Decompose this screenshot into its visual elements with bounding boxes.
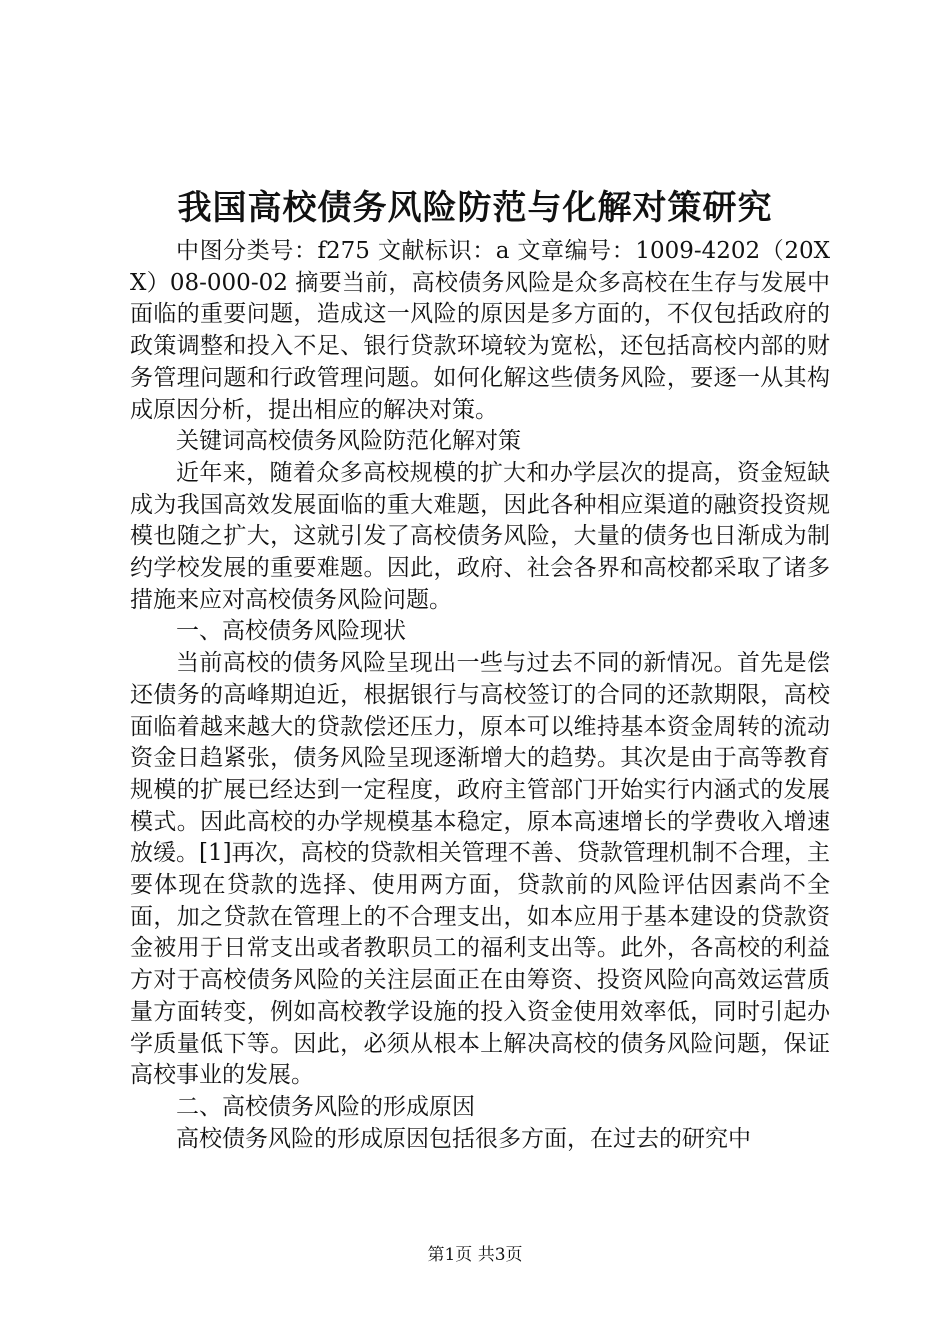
- document-body: [130, 236, 830, 1155]
- abstract-paragraph: 中图分类号：f275 文献标识：a 文章编号：1009-4202（20XX）08-000-02 摘要当前，高校债务风险是众多高校在生存与发展中面临的重要问题，造成这一风险的原因是多方面的，不仅包括政府的政策调整和投入不足、银行贷款环境较为宽松，还包括高校内部的财务管理问题和行政管理问题。如何化解这些债务风险，要逐一从其构成原因分析，提出相应的解决对策。: [130, 238, 830, 423]
- section-2-paragraph: 高校债务风险的形成原因包括很多方面，在过去的研究中: [176, 1125, 751, 1152]
- page-number-footer: 第1页 共3页: [427, 1245, 523, 1265]
- section-heading-1: 一、高校债务风险现状: [176, 618, 406, 645]
- intro-paragraph: 近年来，随着众多高校规模的扩大和办学层次的提高，资金短缺成为我国高效发展面临的重大难题，因此各种相应渠道的融资投资规模也随之扩大，这就引发了高校债务风险，大量的债务也日渐成为制约学校发展的重要难题。因此，政府、社会各界和高校都采取了诸多措施来应对高校债务风险问题。: [130, 459, 830, 613]
- section-1-paragraph: 当前高校的债务风险呈现出一些与过去不同的新情况。首先是偿还债务的高峰期迫近，根据银行与高校签订的合同的还款期限，高校面临着越来越大的贷款偿还压力，原本可以维持基本资金周转的流动资金日趋紧张，债务风险呈现逐渐增大的趋势。其次是由于高等教育规模的扩展已经达到一定程度，政府主管部门开始实行内涵式的发展模式。因此高校的办学规模基本稳定，原本高速增长的学费收入增速放缓。[1]再次，高校的贷款相关管理不善、贷款管理机制不合理，主要体现在贷款的选择、使用两方面，贷款前的风险评估因素尚不全面，加之贷款在管理上的不合理支出，如本应用于基本建设的贷款资金被用于日常支出或者教职员工的福利支出等。此外，各高校的利益方对于高校债务风险的关注层面正在由筹资、投资风险向高效运营质量方面转变，例如高校教学设施的投入资金使用效率低，同时引起办学质量低下等。因此，必须从根本上解决高校的债务风险问题，保证高校事业的发展。: [130, 650, 830, 1089]
- keywords-paragraph: 关键词高校债务风险防范化解对策: [176, 428, 521, 455]
- section-heading-2: 二、高校债务风险的形成原因: [176, 1093, 475, 1120]
- document-title: 我国高校债务风险防范与化解对策研究: [177, 188, 773, 228]
